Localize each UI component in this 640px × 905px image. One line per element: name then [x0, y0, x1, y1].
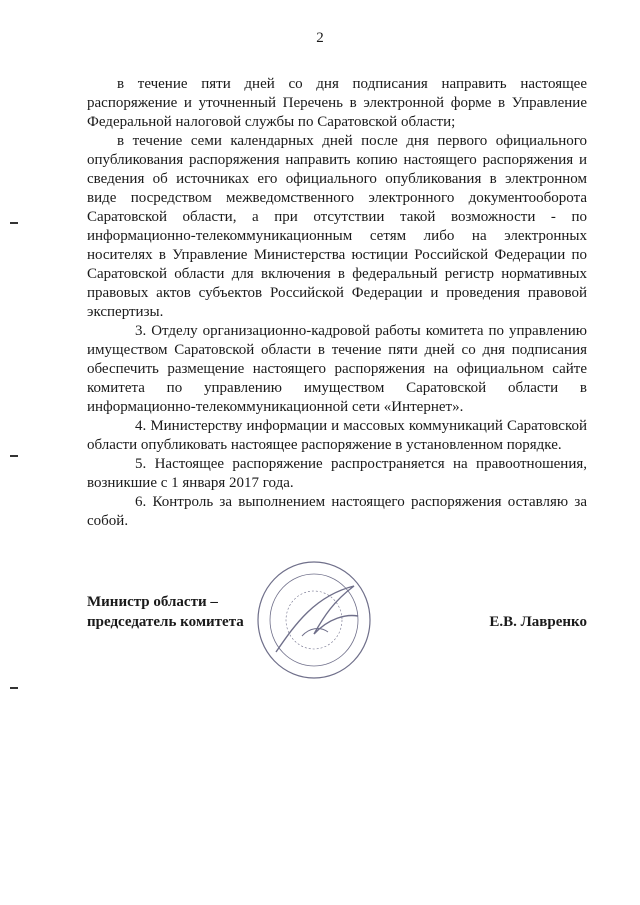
- position-line: Министр области –: [87, 594, 218, 610]
- position-line: председатель комитета: [87, 614, 244, 630]
- paragraph: 3. Отделу организационно-кадровой работы комитета по управлению имуществом Саратовской области в течение пяти дней со дня подписания обеспечить размещение настоящего распоряжения на официальном сайте комитета по управлению имуществом Саратовской области в информационно-телекоммуникационной сети «Интернет».: [87, 323, 587, 415]
- paragraph: 4. Министерству информации и массовых коммуникаций Саратовской области опубликовать настоящее распоряжение в установленном порядке.: [87, 418, 587, 453]
- paragraph: в течение пяти дней со дня подписания направить настоящее распоряжение и уточненный Перечень в электронной форме в Управление Федеральной налоговой службы по Саратовской области;: [87, 76, 587, 130]
- margin-mark: [10, 455, 18, 457]
- margin-mark: [10, 222, 18, 224]
- margin-mark: [10, 687, 18, 689]
- page-number: 2: [316, 30, 324, 46]
- signatory-name: Е.В. Лавренко: [489, 614, 587, 630]
- official-seal-stamp: [254, 556, 374, 682]
- paragraph: 6. Контроль за выполнением настоящего распоряжения оставляю за собой.: [87, 494, 587, 529]
- paragraph: в течение семи календарных дней после дня первого официального опубликования распоряжения направить копию настоящего распоряжения и сведения об источниках его официального опубликования в электронном виде посредством межведомственного электронного документооборота Саратовской области, а при отсутствии такой возможности - по информационно-телекоммуникационным сетям либо на электронных носителях в Управление Министерства юстиции Российской Федерации по Саратовской области для включения в федеральный регистр нормативных правовых актов субъектов Российской Федерации и проведения правовой экспертизы.: [87, 133, 587, 320]
- document-body: [87, 75, 587, 531]
- paragraph: 5. Настоящее распоряжение распространяется на правоотношения, возникшие с 1 января 2017 года.: [87, 456, 587, 491]
